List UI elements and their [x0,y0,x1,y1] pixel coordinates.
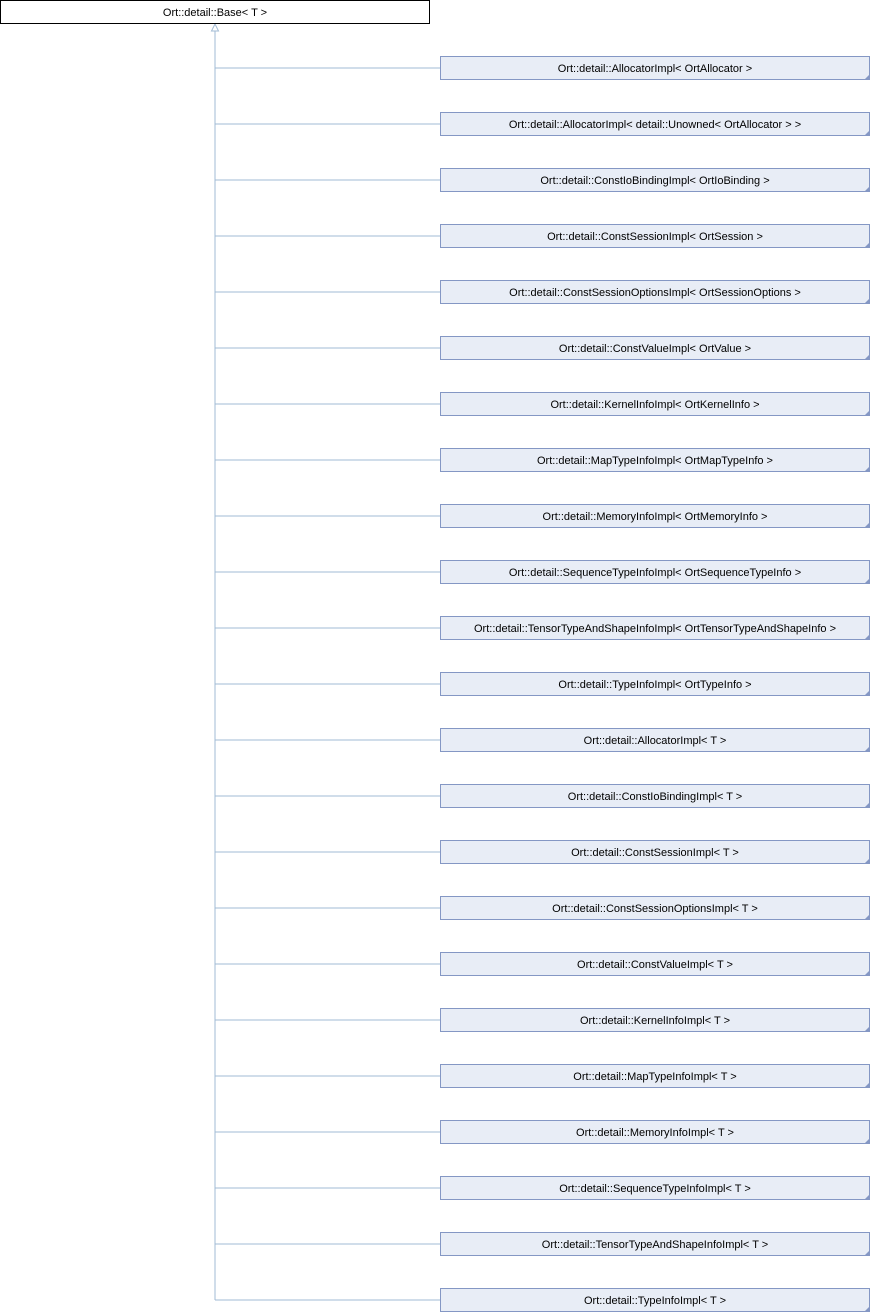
derived-class-label: Ort::detail::AllocatorImpl< OrtAllocator > [557,63,753,75]
derived-class-label: Ort::detail::ConstSessionImpl< OrtSession > [547,231,763,243]
derived-class-node[interactable] [441,393,870,416]
derived-class-label: Ort::detail::ConstIoBindingImpl< T > [567,791,743,803]
derived-class-label: Ort::detail::MapTypeInfoImpl< T > [573,1071,737,1083]
derived-class-nodes [441,57,870,1312]
derived-class-node[interactable] [441,561,870,584]
derived-class-node[interactable] [441,785,870,808]
base-class-node[interactable] [1,1,430,24]
derived-class-node[interactable] [441,1233,870,1256]
derived-class-label: Ort::detail::MapTypeInfoImpl< OrtMapTypeInfo > [536,455,774,467]
base-class-label: Ort::detail::Base< T > [162,7,268,19]
derived-class-node[interactable] [441,505,870,528]
derived-class-node[interactable] [441,1009,870,1032]
derived-class-node[interactable] [441,113,870,136]
derived-class-label: Ort::detail::KernelInfoImpl< T > [579,1015,731,1027]
derived-class-label: Ort::detail::ConstIoBindingImpl< OrtIoBinding > [540,175,770,187]
derived-class-node[interactable] [441,57,870,80]
inheritance-arrowhead [212,24,219,31]
derived-class-node[interactable] [441,897,870,920]
derived-class-node[interactable] [441,281,870,304]
derived-class-label: Ort::detail::ConstSessionOptionsImpl< T > [552,903,758,915]
derived-class-node[interactable] [441,225,870,248]
derived-class-label: Ort::detail::AllocatorImpl< detail::Unowned< OrtAllocator > > [508,119,802,131]
derived-class-node[interactable] [441,1121,870,1144]
inheritance-edges [212,24,441,1300]
derived-class-label: Ort::detail::MemoryInfoImpl< T > [576,1127,734,1139]
derived-class-label: Ort::detail::ConstValueImpl< OrtValue > [558,343,752,355]
derived-class-label: Ort::detail::SequenceTypeInfoImpl< T > [559,1183,751,1195]
derived-class-node[interactable] [441,449,870,472]
derived-class-node[interactable] [441,1177,870,1200]
derived-class-node[interactable] [441,729,870,752]
derived-class-node[interactable] [441,953,870,976]
derived-class-label: Ort::detail::KernelInfoImpl< OrtKernelInfo > [550,399,760,411]
derived-class-node[interactable] [441,1065,870,1088]
derived-class-label: Ort::detail::SequenceTypeInfoImpl< OrtSequenceTypeInfo > [508,567,802,579]
derived-class-node[interactable] [441,673,870,696]
derived-class-label: Ort::detail::AllocatorImpl< T > [583,735,727,747]
derived-class-node[interactable] [441,169,870,192]
derived-class-node[interactable] [441,841,870,864]
derived-class-label: Ort::detail::TensorTypeAndShapeInfoImpl< OrtTensorTypeAndShapeInfo > [474,623,836,635]
derived-class-label: Ort::detail::TypeInfoImpl< T > [583,1295,727,1307]
derived-class-node[interactable] [441,1289,870,1312]
derived-class-label: Ort::detail::ConstSessionImpl< T > [571,847,739,859]
derived-class-label: Ort::detail::TypeInfoImpl< OrtTypeInfo > [558,679,752,691]
derived-class-label: Ort::detail::MemoryInfoImpl< OrtMemoryInfo > [542,511,768,523]
derived-class-node[interactable] [441,617,870,640]
derived-class-label: Ort::detail::ConstSessionOptionsImpl< OrtSessionOptions > [509,287,801,299]
derived-class-label: Ort::detail::TensorTypeAndShapeInfoImpl< T > [541,1239,769,1251]
derived-class-label: Ort::detail::ConstValueImpl< T > [577,959,733,971]
derived-class-node[interactable] [441,337,870,360]
